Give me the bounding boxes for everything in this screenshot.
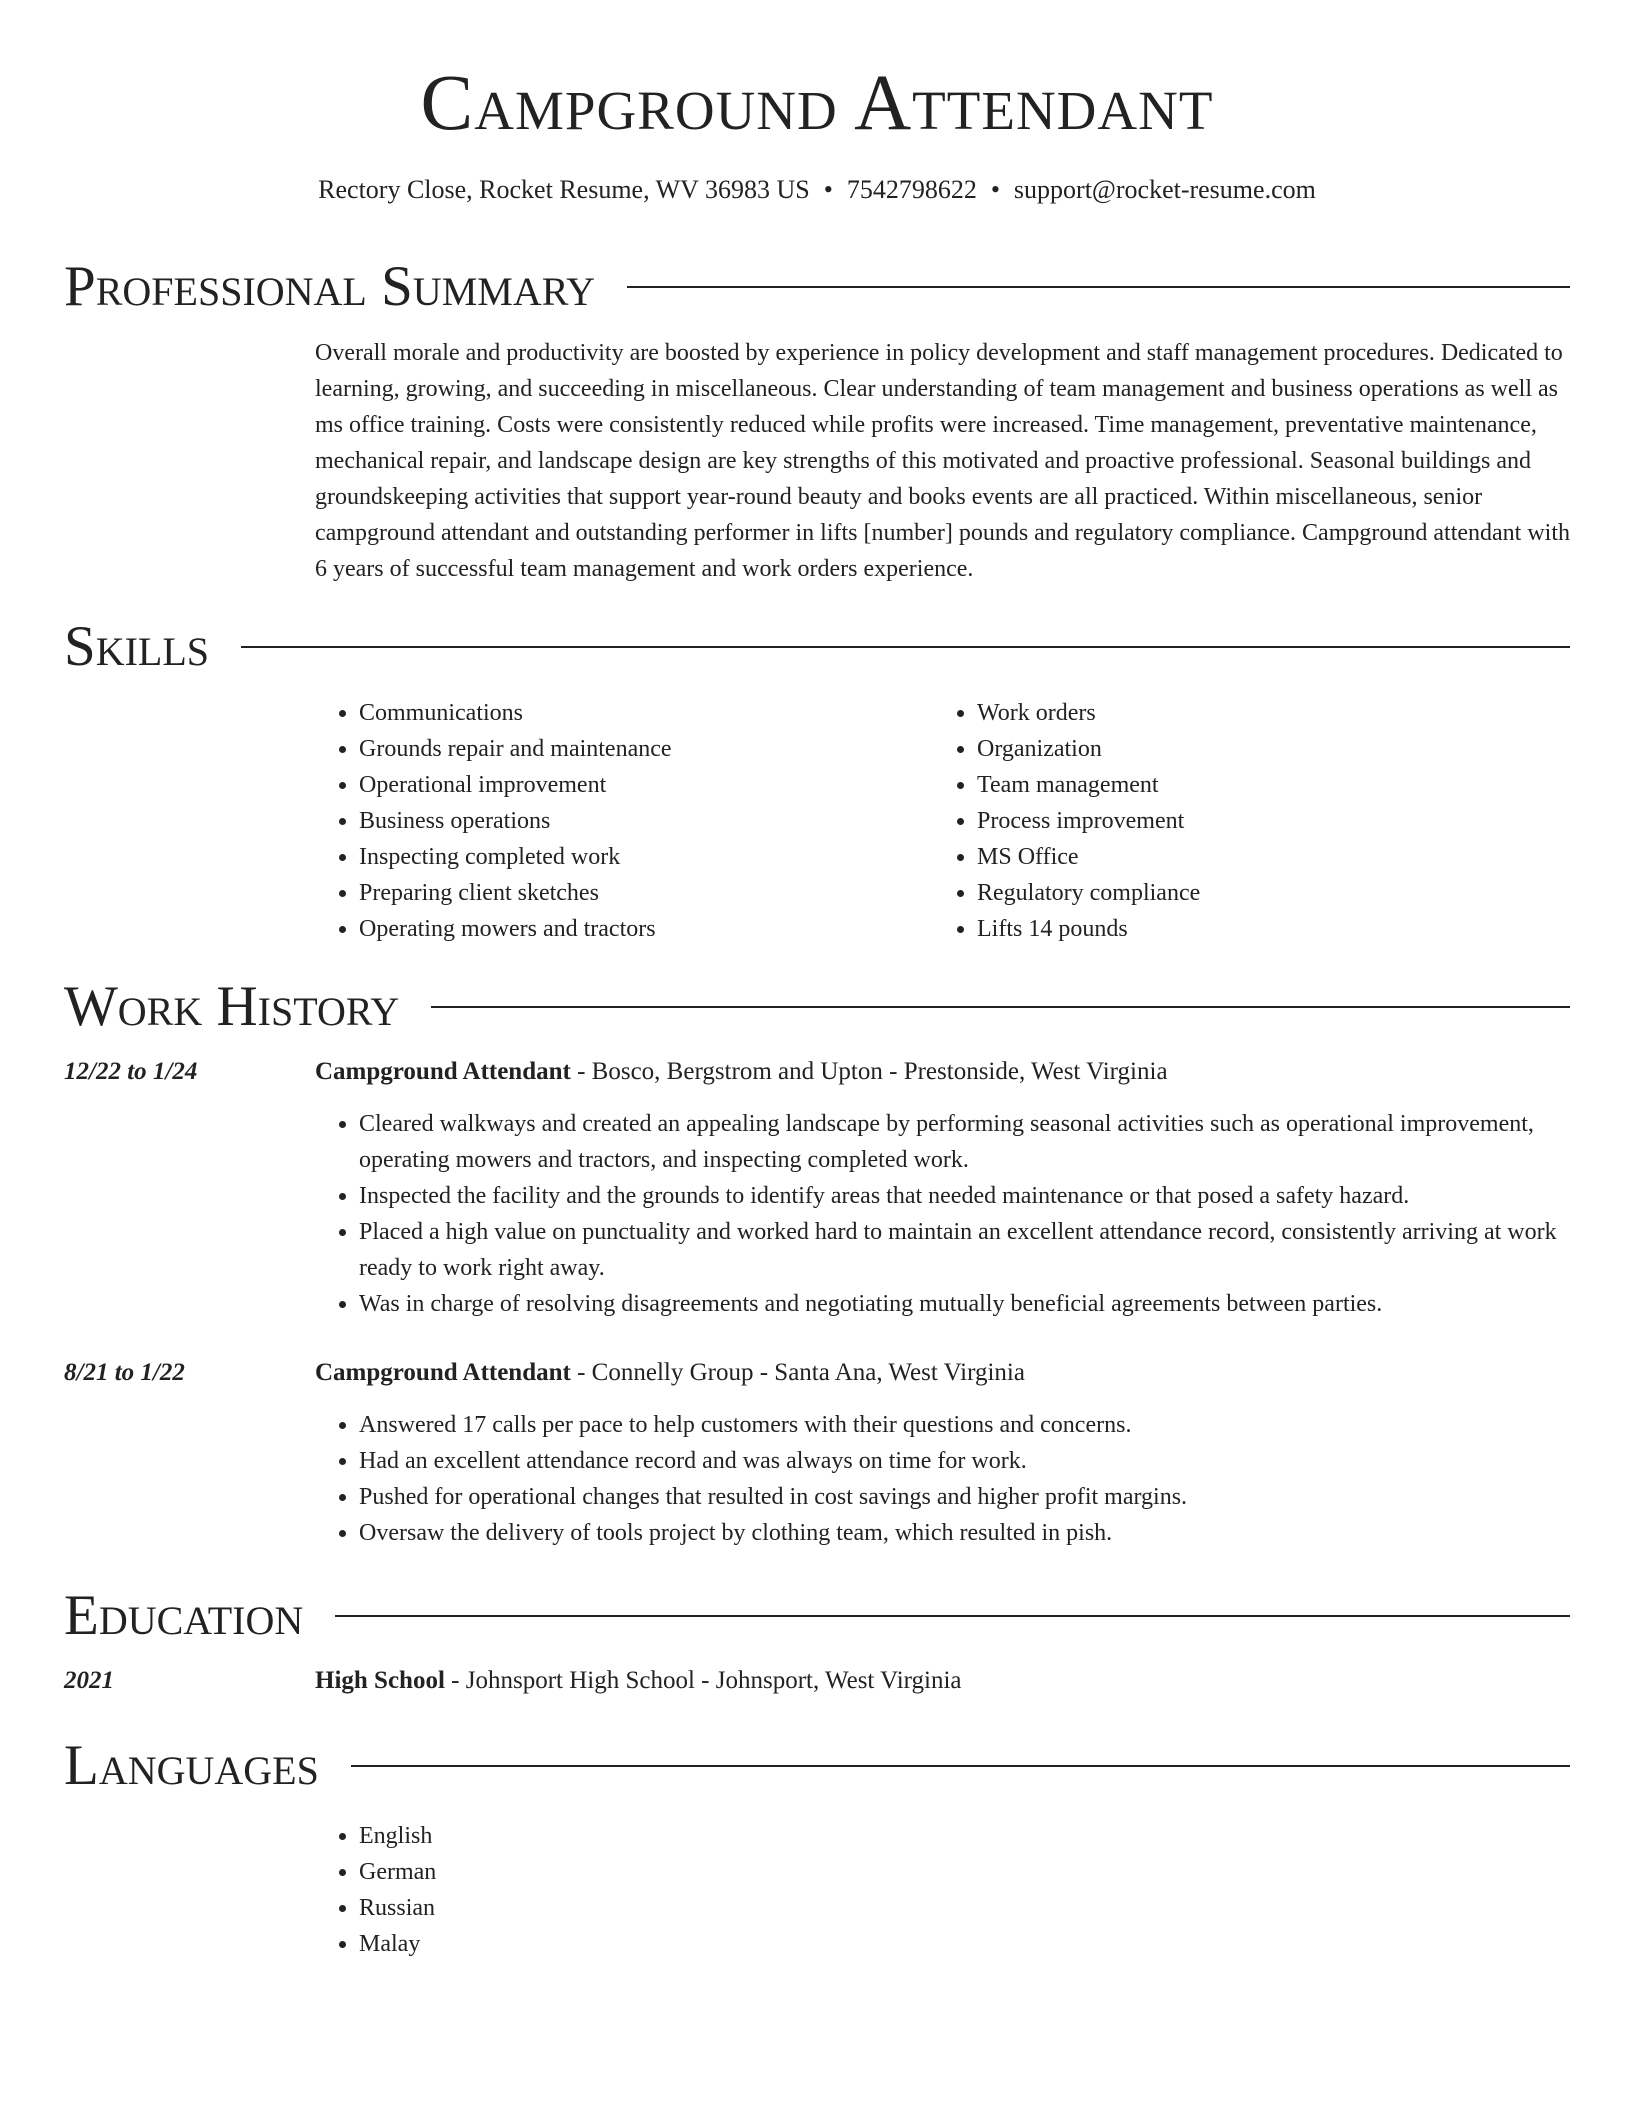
skill-item: • Lifts 14 pounds [977,911,1551,947]
language-item: • German [359,1854,1575,1890]
skill-item: • Inspecting completed work [359,839,933,875]
education-details: - Johnsport High School - Johnsport, West Virginia [444,1667,962,1694]
job-entry [315,1054,1575,1322]
skill-item: • Regulatory compliance [977,875,1551,911]
skill-item: • Team management [977,767,1551,803]
skill-item: • Organization [977,731,1551,767]
summary-section-header [64,252,1570,322]
languages-content [315,1818,1575,1962]
resume-name: Campground Attendant [420,60,1214,147]
skills-column-left [315,695,933,947]
job-dates: 8/21 to 1/22 [64,1359,185,1386]
skill-item: • Operating mowers and tractors [359,911,933,947]
contact-email: support@rocket-resume.com [1013,175,1316,204]
skills-column-right [933,695,1551,947]
skill-item: • Work orders [977,695,1551,731]
education-entry [315,1663,1575,1699]
job-details: - Connelly Group - Santa Ana, West Virginia [570,1359,1025,1386]
contact-separator: • [823,175,833,204]
contact-line [64,172,1570,208]
skill-item: • Communications [359,695,933,731]
skills-content [315,695,1575,947]
skill-item: • Grounds repair and maintenance [359,731,933,767]
skill-item: • Process improvement [977,803,1551,839]
education-section-header [64,1581,1570,1651]
job-bullet: • Placed a high value on punctuality and worked hard to maintain an excellent attendance record, consistently arriving at work ready to work right away. [359,1214,1575,1286]
job-title-line [315,1054,1575,1090]
work-section-header [64,972,1570,1042]
summary-text: Overall morale and productivity are boosted by experience in policy development and staff management procedures. Dedicated to learning, growing, and succeeding in miscellaneous. Clear understanding of team management and business operations as well as ms office training. Costs were consistently reduced while profits were increased. Time management, preventative maintenance, mechanical repair, and landscape design are key strengths of this motivated and proactive professional. Seasonal buildings and groundskeeping activities that support year-round beauty and books events are all practiced. Within miscellaneous, senior campground attendant and outstanding performer in lifts [number] pounds and regulatory compliance. Campground attendant with 6 years of successful team management and work orders experience. [315,340,1570,582]
job-bullet: • Had an excellent attendance record and was always on time for work. [359,1443,1575,1479]
job-bullet: • Pushed for operational changes that resulted in cost savings and higher profit margins. [359,1479,1575,1515]
job-bullet: • Cleared walkways and created an appealing landscape by performing seasonal activities such as operational improvement, operating mowers and tractors, and inspecting completed work. [359,1106,1575,1178]
work-section-title: Work History [64,975,400,1038]
skills-columns [315,695,1575,947]
job-entry [315,1355,1575,1551]
skill-item: • Operational improvement [359,767,933,803]
language-item: • Malay [359,1926,1575,1962]
contact-address: Rectory Close, Rocket Resume, WV 36983 US [318,175,810,204]
job-bullets [315,1407,1575,1551]
contact-phone: 7542798622 [846,175,977,204]
contact-separator: • [990,175,1000,204]
summary-content [315,335,1575,587]
skill-item: • MS Office [977,839,1551,875]
section-divider [431,1006,1570,1008]
language-item: • English [359,1818,1575,1854]
section-divider [627,286,1570,288]
skills-section-title: Skills [64,615,210,678]
job-dates: 12/22 to 1/24 [64,1058,198,1085]
skill-item: • Business operations [359,803,933,839]
summary-section-title: Professional Summary [64,255,596,318]
languages-section-title: Languages [64,1734,319,1797]
language-item: • Russian [359,1890,1575,1926]
job-role: Campground Attendant [315,1359,571,1386]
job-bullet: • Inspected the facility and the grounds to identify areas that needed maintenance or that posed a safety hazard. [359,1178,1575,1214]
education-year: 2021 [64,1667,114,1694]
job-title-line [315,1355,1575,1391]
languages-list [315,1818,1575,1962]
job-details: - Bosco, Bergstrom and Upton - Prestonside, West Virginia [570,1058,1168,1085]
languages-section-header [64,1731,1570,1801]
skills-section-header [64,612,1570,682]
section-divider [241,646,1570,648]
skills-list-right [933,695,1551,947]
job-bullet: • Answered 17 calls per pace to help customers with their questions and concerns. [359,1407,1575,1443]
skill-item: • Preparing client sketches [359,875,933,911]
education-degree: High School [315,1667,445,1694]
education-section-title: Education [64,1584,304,1647]
skills-list-left [315,695,933,947]
job-bullet: • Oversaw the delivery of tools project by clothing team, which resulted in pish. [359,1515,1575,1551]
education-title-line [315,1663,1575,1699]
job-bullet: • Was in charge of resolving disagreements and negotiating mutually beneficial agreements between parties. [359,1286,1575,1322]
section-divider [351,1765,1570,1767]
section-divider [335,1615,1570,1617]
job-role: Campground Attendant [315,1058,571,1085]
job-bullets [315,1106,1575,1322]
